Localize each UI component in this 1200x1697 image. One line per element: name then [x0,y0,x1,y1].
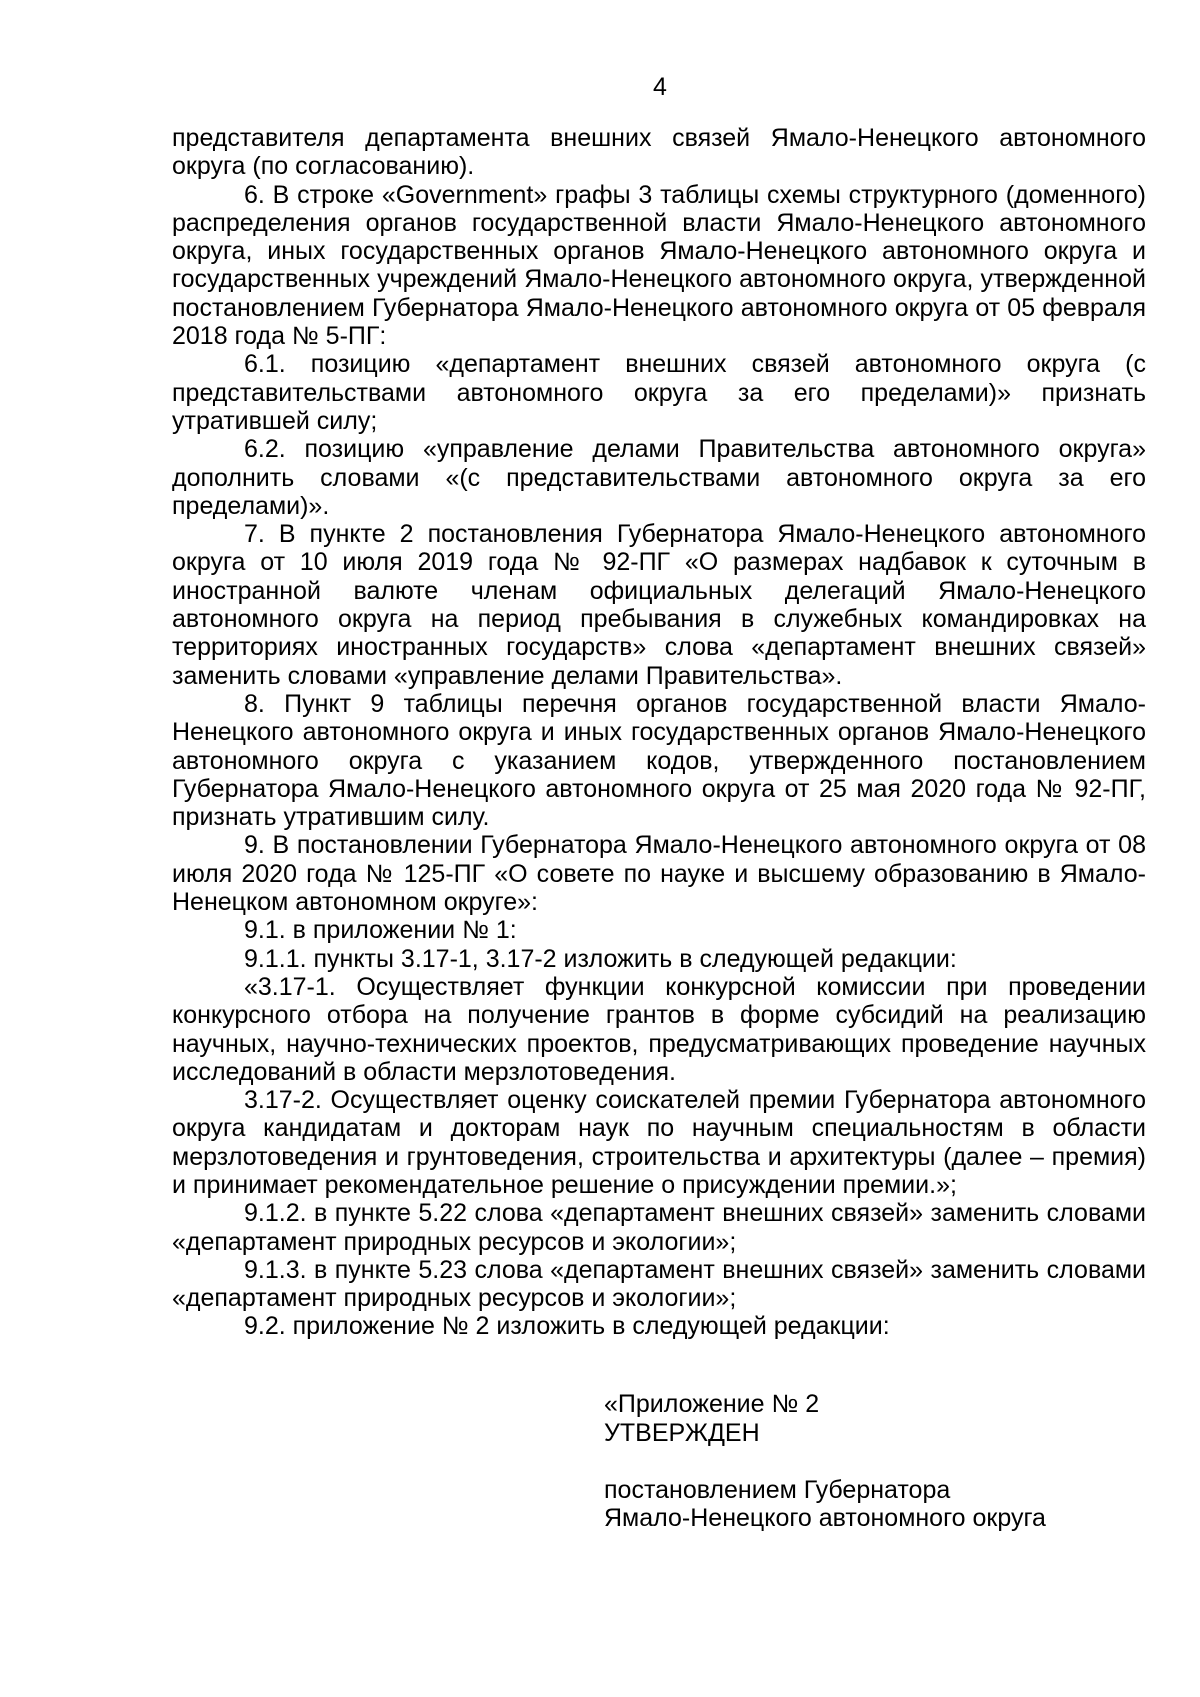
approved-by-line-1: постановлением Губернатора [604,1475,951,1504]
paragraph-item-9-1: 9.1. в приложении № 1: [244,916,517,945]
paragraph-item-9-2: 9.2. приложение № 2 изложить в следующей редакции: [244,1312,890,1341]
paragraph-item-9-1-3: 9.1.3. в пункте 5.23 слова «департамент внешних связей» заменить словами «департамент природных ресурсов и экологии»; [172,1255,1146,1313]
paragraph-item-9-1-1: 9.1.1. пункты 3.17-1, 3.17-2 изложить в следующей редакции: [244,944,957,973]
paragraph-item-6-2: 6.2. позицию «управление делами Правительства автономного округа» дополнить словами «(с представительствами автономного округа за его пределами)». [172,435,1146,520]
document-body [172,124,1146,1341]
paragraph-item-6: 6. В строке «Government» графы 3 таблицы схемы структурного (доменного) распределения органов государственной власти Ямало-Ненецкого автономного округа, иных государственных органов Ямало-Ненецкого автономного округа и государственных учреждений Ямало-Ненецкого автономного округа, утвержденной постановлением Губернатора Ямало-Ненецкого автономного округа от 05 февраля 2018 года № 5-ПГ: [172,180,1146,351]
paragraph-item-3-17-2: 3.17-2. Осуществляет оценку соискателей премии Губернатора автономного округа кандидатам и докторам наук по научным специальностям в области мерзлотоведения и грунтоведения, строительства и архитектуры (далее – премия) и принимает рекомендательное решение о присуждении премии.»; [172,1086,1146,1199]
approved-label: УТВЕРЖДЕН [604,1418,760,1447]
approved-by-line-2: Ямало-Ненецкого автономного округа [604,1504,1046,1532]
paragraph-item-9: 9. В постановлении Губернатора Ямало-Ненецкого автономного округа от 08 июля 2020 года № 125-ПГ «О совете по науке и высшему образованию в Ямало-Ненецком автономном округе»: [172,831,1146,917]
paragraph-item-3-17-1: «3.17-1. Осуществляет функции конкурсной комиссии при проведении конкурсного отбора на получение грантов в форме субсидий на реализацию научных, научно-технических проектов, предусматривающих проведение научных исследований в области мерзлотоведения. [172,972,1146,1086]
paragraph-continuation: представителя департамента внешних связей Ямало-Ненецкого автономного округа (по согласованию). [172,124,1146,181]
page-number: 4 [653,73,667,101]
paragraph-item-6-1: 6.1. позицию «департамент внешних связей автономного округа (с представительствами автономного округа за его пределами)» признать утратившей силу; [172,350,1146,435]
paragraph-item-9-1-2: 9.1.2. в пункте 5.22 слова «департамент внешних связей» заменить словами «департамент природных ресурсов и экологии»; [172,1199,1146,1256]
approval-block [604,1390,1144,1533]
approval-spacer [604,1447,1144,1476]
appendix-label: «Приложение № 2 [604,1390,820,1418]
paragraph-item-8: 8. Пункт 9 таблицы перечня органов государственной власти Ямало-Ненецкого автономного округа и иных государственных органов Ямало-Ненецкого автономного округа с указанием кодов, утвержденного постановлением Губернатора Ямало-Ненецкого автономного округа от 25 мая 2020 года № 92-ПГ, признать утратившим силу. [172,689,1146,832]
paragraph-item-7: 7. В пункте 2 постановления Губернатора Ямало-Ненецкого автономного округа от 10 июля 2019 года № 92-ПГ «О размерах надбавок к суточным в иностранной валюте членам официальных делегаций Ямало-Ненецкого автономного округа на период пребывания в служебных командировках на территориях иностранных государств» слова «департамент внешних связей» заменить словами «управление делами Правительства». [172,520,1146,690]
